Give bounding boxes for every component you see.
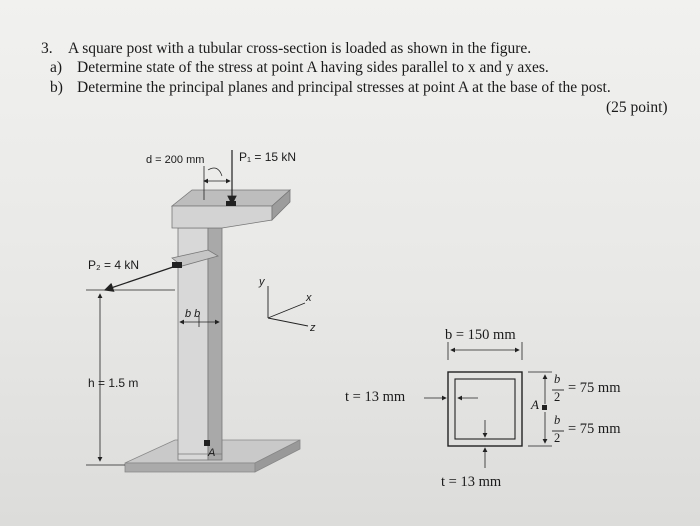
part-b-text: Determine the principal planes and principal stresses at point A at the base of the post. xyxy=(77,79,611,96)
question-text: A square post with a tubular cross-section is loaded as shown in the figure. xyxy=(68,40,532,57)
question-number: 3. xyxy=(41,40,53,57)
half-b-bottom-num: b xyxy=(554,413,561,427)
h-label: h = 1.5 m xyxy=(88,376,139,390)
post-point-a-label: A xyxy=(208,447,216,459)
cs-t-left-label: t = 13 mm xyxy=(345,389,406,405)
cs-point-a-label: A xyxy=(531,397,539,412)
part-b-label: b) xyxy=(50,79,63,96)
part-a-text: Determine state of the stress at point A having sides parallel to x and y axes. xyxy=(77,59,549,76)
axis-x-label: x xyxy=(306,292,312,304)
axis-z-label: z xyxy=(310,322,316,334)
half-b-top-value: = 75 mm xyxy=(568,380,621,396)
point-a-marker xyxy=(204,440,210,446)
b-marks: b b xyxy=(185,308,201,320)
d-label: d = 200 mm xyxy=(146,154,205,166)
axis-y-label: y xyxy=(259,276,265,288)
cross-section xyxy=(424,342,564,468)
points-label: (25 point) xyxy=(606,99,668,116)
half-b-bottom-value: = 75 mm xyxy=(568,421,621,437)
cs-t-bottom-label: t = 13 mm xyxy=(441,474,502,490)
p1-label: P₁ = 15 kN xyxy=(239,150,297,164)
axes xyxy=(268,286,308,326)
cs-b-label: b = 150 mm xyxy=(445,327,516,343)
p2-label: P₂ = 4 kN xyxy=(88,258,140,272)
part-a-label: a) xyxy=(50,59,63,76)
half-b-bottom-den: 2 xyxy=(554,431,561,445)
half-b-top-num: b xyxy=(554,372,561,386)
half-b-top-den: 2 xyxy=(554,390,561,404)
bracket xyxy=(172,190,290,228)
